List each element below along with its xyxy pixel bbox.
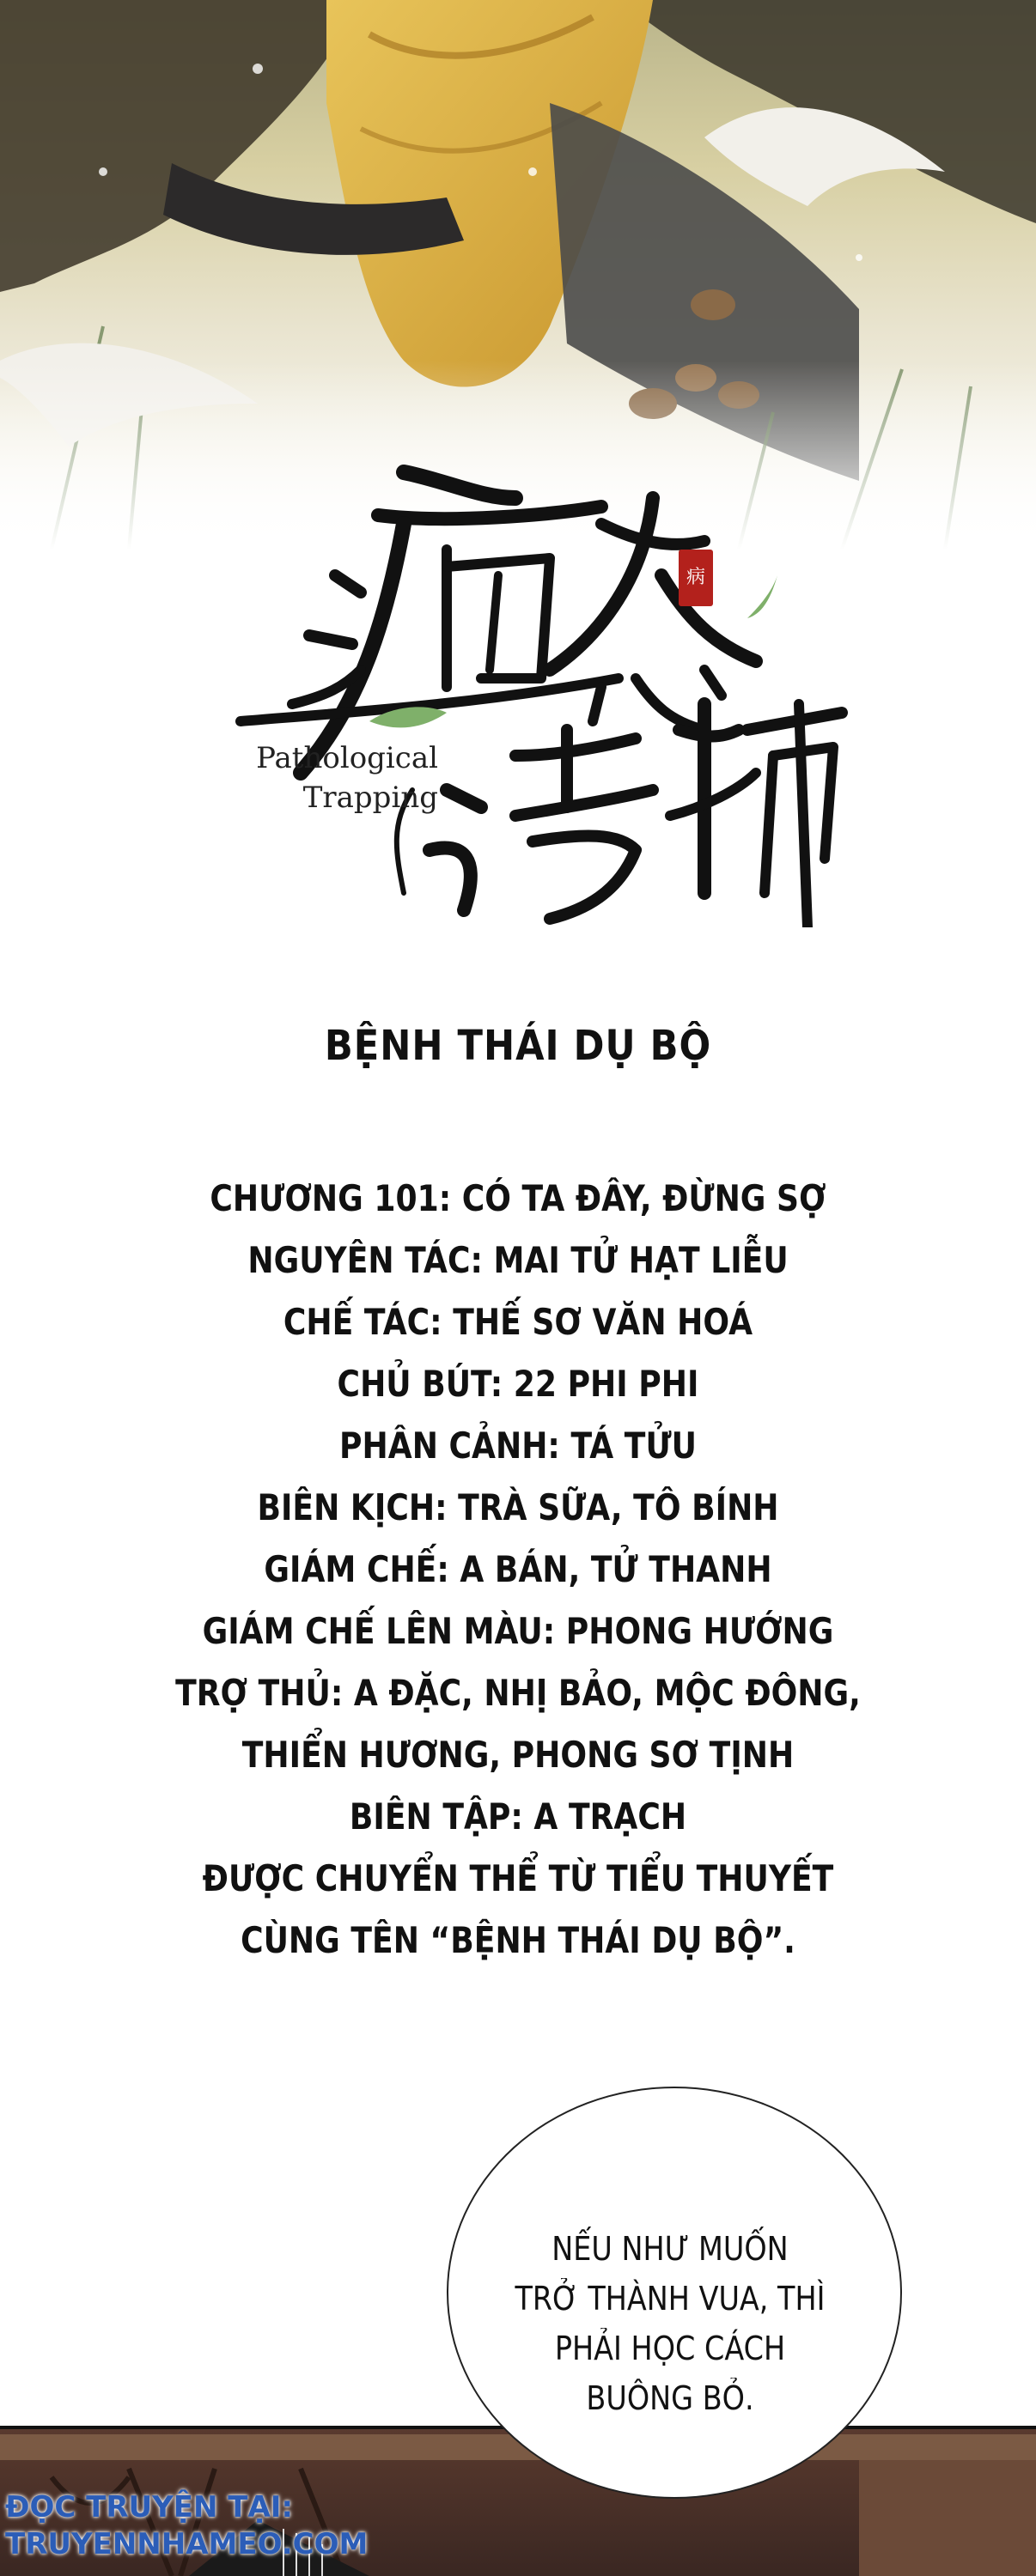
seal-stamp: 病: [679, 550, 713, 606]
credit-chapter: CHƯƠNG 101: CÓ TA ĐÂY, ĐỪNG SỢ: [210, 1177, 826, 1219]
speech-bubble-text: [464, 2224, 876, 2423]
credit-supervisor: GIÁM CHẾ: A BÁN, TỬ THANH: [264, 1548, 772, 1590]
bubble-line-1: NẾU NHƯ MUỐN: [552, 2230, 789, 2268]
title-logo: [0, 447, 1036, 927]
credit-adaptation-cont: CÙNG TÊN “BỆNH THÁI DỤ BỘ”.: [241, 1919, 795, 1961]
bubble-line-2: TRỞ THÀNH VUA, THÌ: [515, 2280, 826, 2318]
bubble-line-3: PHẢI HỌC CÁCH: [554, 2330, 786, 2367]
credit-script: BIÊN KỊCH: TRÀ SỮA, TÔ BÍNH: [257, 1486, 779, 1528]
watermark-line-2: TRUYENNHAMEO.COM: [5, 2527, 369, 2561]
english-title-line-2: Trapping: [302, 781, 438, 815]
credit-assistants-cont: THIỂN HƯƠNG, PHONG SƠ TỊNH: [241, 1734, 795, 1776]
credit-color-supervisor: GIÁM CHẾ LÊN MÀU: PHONG HƯỚNG: [202, 1610, 834, 1652]
english-title: [249, 738, 438, 817]
site-watermark: [5, 2490, 368, 2564]
credit-storyboard: PHÂN CẢNH: TÁ TỬU: [339, 1425, 697, 1467]
series-title: BỆNH THÁI DỤ BỘ: [324, 1022, 712, 1070]
calligraphy-logo: [0, 447, 1036, 927]
credit-original-author: NGUYÊN TÁC: MAI TỬ HẠT LIỄU: [247, 1239, 789, 1281]
watermark-line-1: ĐỌC TRUYỆN TẠI:: [5, 2490, 294, 2524]
credit-lead-artist: CHỦ BÚT: 22 PHI PHI: [337, 1363, 699, 1405]
credit-production: CHẾ TÁC: THẾ SƠ VĂN HOÁ: [283, 1301, 753, 1343]
credits-block: [0, 1168, 1036, 1971]
credit-assistants: TRỢ THỦ: A ĐẶC, NHỊ BẢO, MỘC ĐÔNG,: [175, 1672, 861, 1714]
english-title-line-1: Pathological: [256, 741, 438, 775]
credit-adaptation: ĐƯỢC CHUYỂN THỂ TỪ TIỂU THUYẾT: [202, 1857, 834, 1899]
credit-editor: BIÊN TẬP: A TRẠCH: [349, 1795, 687, 1838]
bubble-line-4: BUÔNG BỎ.: [586, 2379, 754, 2417]
